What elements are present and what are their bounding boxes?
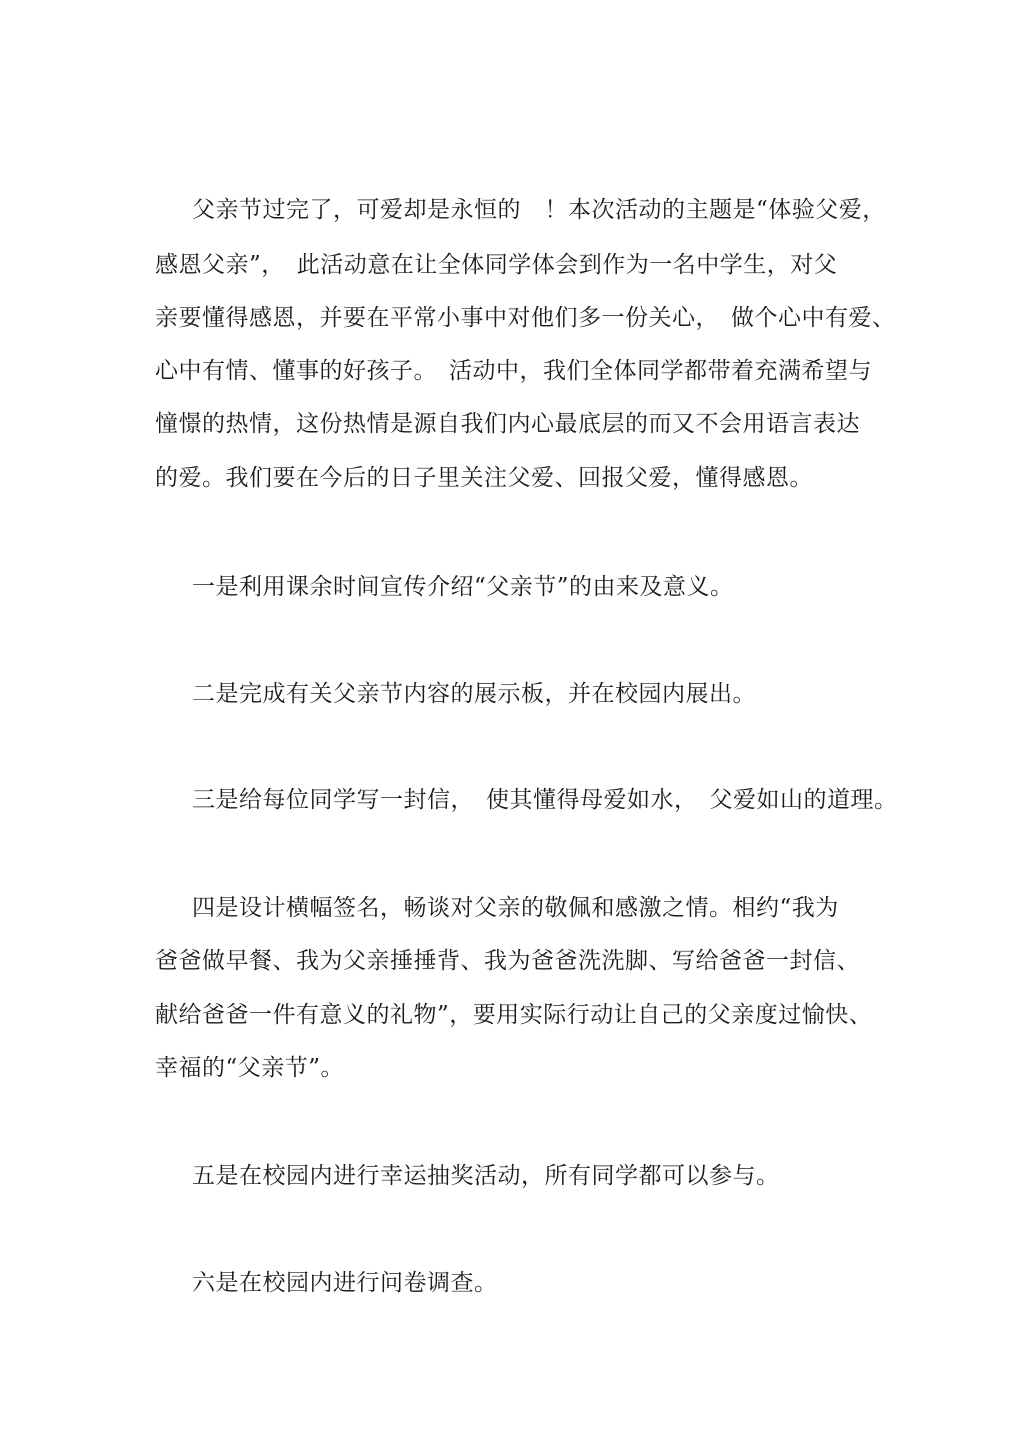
item-4-line-4: 幸福的“父亲节”。 — [155, 1055, 345, 1081]
paragraph-1-line-6: 的爱。我们要在今后的日子里关注父爱、回报父爱，懂得感恩。 — [155, 465, 813, 491]
item-4-line-1: 四是设计横幅签名，畅谈对父亲的敬佩和感激之情。相约“我为 — [192, 895, 839, 921]
item-2: 二是完成有关父亲节内容的展示板，并在校园内展出。 — [192, 681, 756, 707]
paragraph-1-line-2: 感恩父亲”， 此活动意在让全体同学体会到作为一名中学生，对父 — [155, 252, 838, 278]
paragraph-1-line-4: 心中有情、懂事的好孩子。 活动中，我们全体同学都带着充满希望与 — [155, 358, 872, 384]
item-4-line-3: 献给爸爸一件有意义的礼物”，要用实际行动让自己的父亲度过愉快、 — [155, 1002, 873, 1028]
paragraph-1-line-3: 亲要懂得感恩，并要在平常小事中对他们多一份关心， 做个心中有爱、 — [155, 305, 896, 331]
item-5: 五是在校园内进行幸运抽奖活动，所有同学都可以参与。 — [192, 1163, 780, 1189]
item-1: 一是利用课余时间宣传介绍“父亲节”的由来及意义。 — [192, 574, 734, 600]
paragraph-1-line-1: 父亲节过完了，可爱却是永恒的 ！本次活动的主题是“体验父爱， — [192, 197, 886, 223]
item-3: 三是给每位同学写一封信， 使其懂得母爱如水， 父爱如山的道理。 — [192, 787, 898, 813]
item-4-line-2: 爸爸做早餐、我为父亲捶捶背、我为爸爸洗洗脚、写给爸爸一封信、 — [155, 948, 860, 974]
paragraph-1-line-5: 憧憬的热情，这份热情是源自我们内心最底层的而又不会用语言表达 — [155, 411, 860, 437]
item-6: 六是在校园内进行问卷调查。 — [192, 1270, 498, 1296]
